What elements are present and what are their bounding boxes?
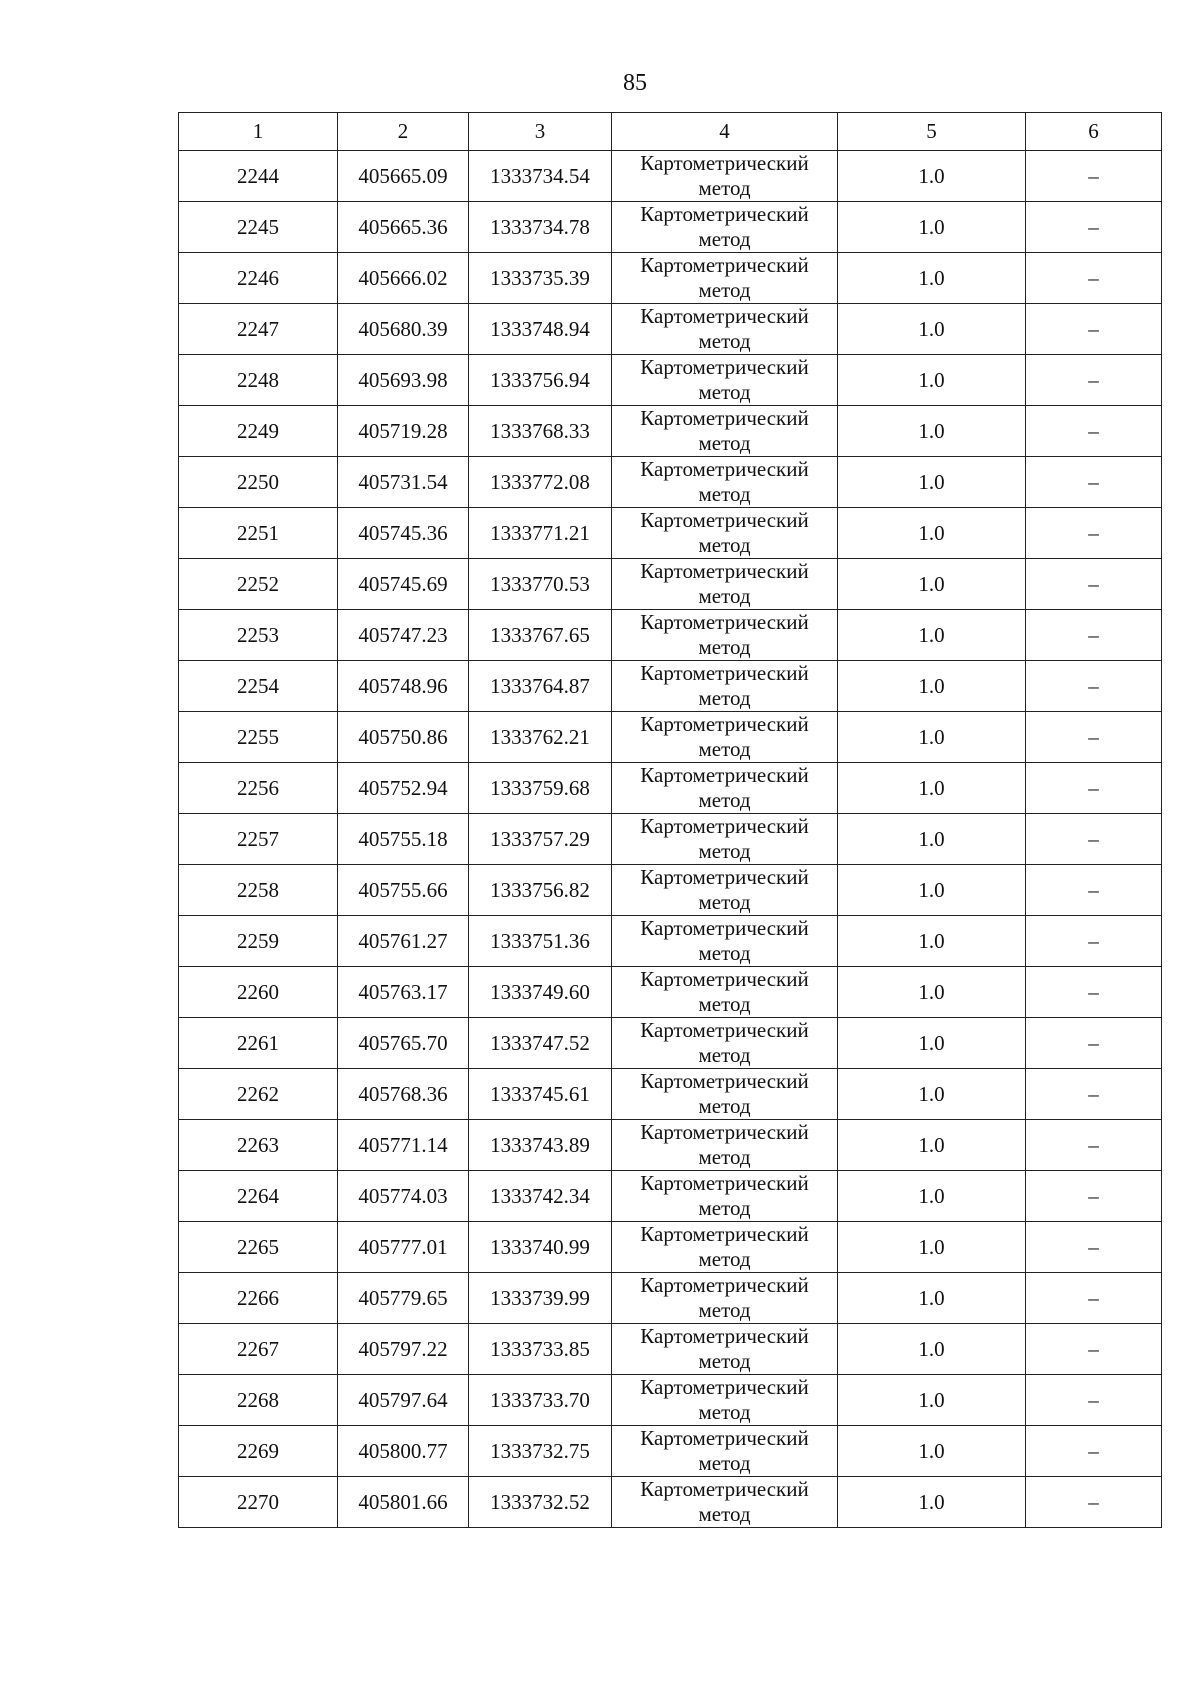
x-coordinate-cell: 405797.64 bbox=[338, 1375, 469, 1426]
method-cell bbox=[612, 1018, 838, 1069]
method-cell bbox=[612, 253, 838, 304]
method-line-2: метод bbox=[698, 737, 751, 761]
method-line-2: метод bbox=[698, 686, 751, 710]
y-coordinate-cell: 1333772.08 bbox=[469, 457, 612, 508]
method-line-2: метод bbox=[698, 1502, 751, 1526]
table-row bbox=[179, 1273, 1162, 1324]
note-cell: – bbox=[1026, 916, 1162, 967]
table-body bbox=[179, 151, 1162, 1528]
note-cell: – bbox=[1026, 304, 1162, 355]
method-cell bbox=[612, 559, 838, 610]
x-coordinate-cell: 405665.09 bbox=[338, 151, 469, 202]
method-cell bbox=[612, 304, 838, 355]
point-number-cell: 2270 bbox=[179, 1477, 338, 1528]
point-number-cell: 2253 bbox=[179, 610, 338, 661]
column-header-1: 1 bbox=[179, 113, 338, 151]
y-coordinate-cell: 1333733.85 bbox=[469, 1324, 612, 1375]
method-line-1: Картометрический bbox=[640, 967, 809, 991]
x-coordinate-cell: 405750.86 bbox=[338, 712, 469, 763]
method-line-2: метод bbox=[698, 176, 751, 200]
table-row bbox=[179, 814, 1162, 865]
method-line-1: Картометрический bbox=[640, 1171, 809, 1195]
accuracy-cell: 1.0 bbox=[838, 1375, 1026, 1426]
table-row bbox=[179, 967, 1162, 1018]
x-coordinate-cell: 405665.36 bbox=[338, 202, 469, 253]
table-row bbox=[179, 610, 1162, 661]
method-cell bbox=[612, 814, 838, 865]
method-line-1: Картометрический bbox=[640, 202, 809, 226]
y-coordinate-cell: 1333751.36 bbox=[469, 916, 612, 967]
y-coordinate-cell: 1333767.65 bbox=[469, 610, 612, 661]
point-number-cell: 2265 bbox=[179, 1222, 338, 1273]
table-row bbox=[179, 712, 1162, 763]
point-number-cell: 2259 bbox=[179, 916, 338, 967]
accuracy-cell: 1.0 bbox=[838, 1324, 1026, 1375]
accuracy-cell: 1.0 bbox=[838, 1477, 1026, 1528]
note-cell: – bbox=[1026, 1477, 1162, 1528]
method-line-2: метод bbox=[698, 1043, 751, 1067]
accuracy-cell: 1.0 bbox=[838, 253, 1026, 304]
point-number-cell: 2262 bbox=[179, 1069, 338, 1120]
x-coordinate-cell: 405774.03 bbox=[338, 1171, 469, 1222]
method-cell bbox=[612, 151, 838, 202]
method-line-2: метод bbox=[698, 1094, 751, 1118]
y-coordinate-cell: 1333770.53 bbox=[469, 559, 612, 610]
point-number-cell: 2263 bbox=[179, 1120, 338, 1171]
method-line-1: Картометрический bbox=[640, 865, 809, 889]
table-row bbox=[179, 151, 1162, 202]
point-number-cell: 2258 bbox=[179, 865, 338, 916]
method-line-1: Картометрический bbox=[640, 1222, 809, 1246]
point-number-cell: 2267 bbox=[179, 1324, 338, 1375]
y-coordinate-cell: 1333734.78 bbox=[469, 202, 612, 253]
note-cell: – bbox=[1026, 1273, 1162, 1324]
method-line-1: Картометрический bbox=[640, 1273, 809, 1297]
table-row bbox=[179, 202, 1162, 253]
method-line-1: Картометрический bbox=[640, 661, 809, 685]
table-row bbox=[179, 1018, 1162, 1069]
accuracy-cell: 1.0 bbox=[838, 1273, 1026, 1324]
x-coordinate-cell: 405763.17 bbox=[338, 967, 469, 1018]
x-coordinate-cell: 405693.98 bbox=[338, 355, 469, 406]
method-cell bbox=[612, 1375, 838, 1426]
x-coordinate-cell: 405800.77 bbox=[338, 1426, 469, 1477]
table-header bbox=[179, 113, 1162, 151]
method-line-1: Картометрический bbox=[640, 355, 809, 379]
method-cell bbox=[612, 355, 838, 406]
table-row bbox=[179, 253, 1162, 304]
note-cell: – bbox=[1026, 712, 1162, 763]
note-cell: – bbox=[1026, 967, 1162, 1018]
table-row bbox=[179, 1477, 1162, 1528]
point-number-cell: 2261 bbox=[179, 1018, 338, 1069]
point-number-cell: 2257 bbox=[179, 814, 338, 865]
note-cell: – bbox=[1026, 763, 1162, 814]
y-coordinate-cell: 1333742.34 bbox=[469, 1171, 612, 1222]
table-row bbox=[179, 559, 1162, 610]
table-row bbox=[179, 1375, 1162, 1426]
column-header-2: 2 bbox=[338, 113, 469, 151]
accuracy-cell: 1.0 bbox=[838, 865, 1026, 916]
method-cell bbox=[612, 1171, 838, 1222]
point-number-cell: 2268 bbox=[179, 1375, 338, 1426]
method-line-2: метод bbox=[698, 584, 751, 608]
table-row bbox=[179, 865, 1162, 916]
point-number-cell: 2250 bbox=[179, 457, 338, 508]
method-line-2: метод bbox=[698, 788, 751, 812]
x-coordinate-cell: 405755.18 bbox=[338, 814, 469, 865]
y-coordinate-cell: 1333734.54 bbox=[469, 151, 612, 202]
method-line-1: Картометрический bbox=[640, 1018, 809, 1042]
y-coordinate-cell: 1333732.75 bbox=[469, 1426, 612, 1477]
method-line-2: метод bbox=[698, 1451, 751, 1475]
method-line-1: Картометрический bbox=[640, 916, 809, 940]
point-number-cell: 2244 bbox=[179, 151, 338, 202]
table-row bbox=[179, 1222, 1162, 1273]
point-number-cell: 2264 bbox=[179, 1171, 338, 1222]
y-coordinate-cell: 1333747.52 bbox=[469, 1018, 612, 1069]
y-coordinate-cell: 1333732.52 bbox=[469, 1477, 612, 1528]
header-row bbox=[179, 113, 1162, 151]
y-coordinate-cell: 1333756.82 bbox=[469, 865, 612, 916]
accuracy-cell: 1.0 bbox=[838, 814, 1026, 865]
point-number-cell: 2248 bbox=[179, 355, 338, 406]
table-row bbox=[179, 1324, 1162, 1375]
note-cell: – bbox=[1026, 508, 1162, 559]
method-line-2: метод bbox=[698, 227, 751, 251]
accuracy-cell: 1.0 bbox=[838, 1426, 1026, 1477]
method-line-2: метод bbox=[698, 839, 751, 863]
table-row bbox=[179, 355, 1162, 406]
x-coordinate-cell: 405745.69 bbox=[338, 559, 469, 610]
column-header-4: 4 bbox=[612, 113, 838, 151]
method-cell bbox=[612, 712, 838, 763]
method-line-1: Картометрический bbox=[640, 610, 809, 634]
table-row bbox=[179, 1069, 1162, 1120]
y-coordinate-cell: 1333740.99 bbox=[469, 1222, 612, 1273]
point-number-cell: 2247 bbox=[179, 304, 338, 355]
note-cell: – bbox=[1026, 253, 1162, 304]
method-cell bbox=[612, 610, 838, 661]
x-coordinate-cell: 405731.54 bbox=[338, 457, 469, 508]
x-coordinate-cell: 405801.66 bbox=[338, 1477, 469, 1528]
column-header-6: 6 bbox=[1026, 113, 1162, 151]
x-coordinate-cell: 405666.02 bbox=[338, 253, 469, 304]
note-cell: – bbox=[1026, 355, 1162, 406]
x-coordinate-cell: 405779.65 bbox=[338, 1273, 469, 1324]
method-cell bbox=[612, 457, 838, 508]
y-coordinate-cell: 1333745.61 bbox=[469, 1069, 612, 1120]
table-row bbox=[179, 1171, 1162, 1222]
method-line-1: Картометрический bbox=[640, 814, 809, 838]
x-coordinate-cell: 405752.94 bbox=[338, 763, 469, 814]
method-line-2: метод bbox=[698, 1400, 751, 1424]
accuracy-cell: 1.0 bbox=[838, 661, 1026, 712]
accuracy-cell: 1.0 bbox=[838, 1222, 1026, 1273]
method-line-1: Картометрический bbox=[640, 508, 809, 532]
accuracy-cell: 1.0 bbox=[838, 304, 1026, 355]
x-coordinate-cell: 405771.14 bbox=[338, 1120, 469, 1171]
method-cell bbox=[612, 865, 838, 916]
note-cell: – bbox=[1026, 865, 1162, 916]
x-coordinate-cell: 405680.39 bbox=[338, 304, 469, 355]
note-cell: – bbox=[1026, 1069, 1162, 1120]
note-cell: – bbox=[1026, 202, 1162, 253]
y-coordinate-cell: 1333756.94 bbox=[469, 355, 612, 406]
x-coordinate-cell: 405761.27 bbox=[338, 916, 469, 967]
table-row bbox=[179, 406, 1162, 457]
note-cell: – bbox=[1026, 1375, 1162, 1426]
accuracy-cell: 1.0 bbox=[838, 151, 1026, 202]
y-coordinate-cell: 1333757.29 bbox=[469, 814, 612, 865]
column-header-5: 5 bbox=[838, 113, 1026, 151]
method-cell bbox=[612, 661, 838, 712]
method-line-1: Картометрический bbox=[640, 253, 809, 277]
method-line-1: Картометрический bbox=[640, 763, 809, 787]
note-cell: – bbox=[1026, 1222, 1162, 1273]
method-cell bbox=[612, 1273, 838, 1324]
point-number-cell: 2249 bbox=[179, 406, 338, 457]
page-number: 85 bbox=[623, 70, 647, 96]
method-line-1: Картометрический bbox=[640, 1324, 809, 1348]
table-row bbox=[179, 1120, 1162, 1171]
point-number-cell: 2251 bbox=[179, 508, 338, 559]
method-line-1: Картометрический bbox=[640, 1477, 809, 1501]
method-line-1: Картометрический bbox=[640, 1426, 809, 1450]
note-cell: – bbox=[1026, 1171, 1162, 1222]
method-cell bbox=[612, 1222, 838, 1273]
point-number-cell: 2245 bbox=[179, 202, 338, 253]
y-coordinate-cell: 1333735.39 bbox=[469, 253, 612, 304]
accuracy-cell: 1.0 bbox=[838, 202, 1026, 253]
y-coordinate-cell: 1333759.68 bbox=[469, 763, 612, 814]
x-coordinate-cell: 405748.96 bbox=[338, 661, 469, 712]
table-row bbox=[179, 916, 1162, 967]
method-line-1: Картометрический bbox=[640, 457, 809, 481]
x-coordinate-cell: 405755.66 bbox=[338, 865, 469, 916]
method-line-1: Картометрический bbox=[640, 1375, 809, 1399]
y-coordinate-cell: 1333768.33 bbox=[469, 406, 612, 457]
method-line-2: метод bbox=[698, 380, 751, 404]
y-coordinate-cell: 1333733.70 bbox=[469, 1375, 612, 1426]
y-coordinate-cell: 1333748.94 bbox=[469, 304, 612, 355]
method-line-2: метод bbox=[698, 1145, 751, 1169]
method-cell bbox=[612, 916, 838, 967]
y-coordinate-cell: 1333749.60 bbox=[469, 967, 612, 1018]
method-line-2: метод bbox=[698, 635, 751, 659]
method-line-2: метод bbox=[698, 329, 751, 353]
accuracy-cell: 1.0 bbox=[838, 1171, 1026, 1222]
accuracy-cell: 1.0 bbox=[838, 610, 1026, 661]
x-coordinate-cell: 405797.22 bbox=[338, 1324, 469, 1375]
note-cell: – bbox=[1026, 406, 1162, 457]
table-row bbox=[179, 1426, 1162, 1477]
method-line-1: Картометрический bbox=[640, 559, 809, 583]
coordinates-table bbox=[178, 112, 1162, 1528]
point-number-cell: 2266 bbox=[179, 1273, 338, 1324]
accuracy-cell: 1.0 bbox=[838, 406, 1026, 457]
x-coordinate-cell: 405745.36 bbox=[338, 508, 469, 559]
accuracy-cell: 1.0 bbox=[838, 916, 1026, 967]
accuracy-cell: 1.0 bbox=[838, 508, 1026, 559]
x-coordinate-cell: 405719.28 bbox=[338, 406, 469, 457]
method-line-2: метод bbox=[698, 431, 751, 455]
accuracy-cell: 1.0 bbox=[838, 559, 1026, 610]
accuracy-cell: 1.0 bbox=[838, 1069, 1026, 1120]
y-coordinate-cell: 1333739.99 bbox=[469, 1273, 612, 1324]
method-line-1: Картометрический bbox=[640, 712, 809, 736]
accuracy-cell: 1.0 bbox=[838, 1018, 1026, 1069]
note-cell: – bbox=[1026, 151, 1162, 202]
method-cell bbox=[612, 1120, 838, 1171]
x-coordinate-cell: 405765.70 bbox=[338, 1018, 469, 1069]
y-coordinate-cell: 1333743.89 bbox=[469, 1120, 612, 1171]
y-coordinate-cell: 1333762.21 bbox=[469, 712, 612, 763]
point-number-cell: 2256 bbox=[179, 763, 338, 814]
method-cell bbox=[612, 763, 838, 814]
x-coordinate-cell: 405747.23 bbox=[338, 610, 469, 661]
note-cell: – bbox=[1026, 1120, 1162, 1171]
note-cell: – bbox=[1026, 814, 1162, 865]
accuracy-cell: 1.0 bbox=[838, 712, 1026, 763]
y-coordinate-cell: 1333764.87 bbox=[469, 661, 612, 712]
note-cell: – bbox=[1026, 610, 1162, 661]
note-cell: – bbox=[1026, 661, 1162, 712]
method-cell bbox=[612, 1069, 838, 1120]
method-cell bbox=[612, 508, 838, 559]
method-line-1: Картометрический bbox=[640, 304, 809, 328]
method-line-2: метод bbox=[698, 941, 751, 965]
method-line-1: Картометрический bbox=[640, 1069, 809, 1093]
note-cell: – bbox=[1026, 1324, 1162, 1375]
note-cell: – bbox=[1026, 559, 1162, 610]
method-cell bbox=[612, 1324, 838, 1375]
point-number-cell: 2246 bbox=[179, 253, 338, 304]
accuracy-cell: 1.0 bbox=[838, 457, 1026, 508]
table-row bbox=[179, 508, 1162, 559]
method-cell bbox=[612, 1426, 838, 1477]
method-line-1: Картометрический bbox=[640, 406, 809, 430]
table-row bbox=[179, 457, 1162, 508]
method-line-1: Картометрический bbox=[640, 151, 809, 175]
table-row bbox=[179, 304, 1162, 355]
note-cell: – bbox=[1026, 1018, 1162, 1069]
method-line-2: метод bbox=[698, 992, 751, 1016]
x-coordinate-cell: 405777.01 bbox=[338, 1222, 469, 1273]
method-cell bbox=[612, 202, 838, 253]
point-number-cell: 2260 bbox=[179, 967, 338, 1018]
method-line-2: метод bbox=[698, 1298, 751, 1322]
method-line-2: метод bbox=[698, 1196, 751, 1220]
table-row bbox=[179, 661, 1162, 712]
method-line-2: метод bbox=[698, 533, 751, 557]
method-line-2: метод bbox=[698, 482, 751, 506]
method-line-2: метод bbox=[698, 1247, 751, 1271]
method-line-2: метод bbox=[698, 1349, 751, 1373]
point-number-cell: 2252 bbox=[179, 559, 338, 610]
accuracy-cell: 1.0 bbox=[838, 355, 1026, 406]
method-line-2: метод bbox=[698, 890, 751, 914]
accuracy-cell: 1.0 bbox=[838, 967, 1026, 1018]
method-line-1: Картометрический bbox=[640, 1120, 809, 1144]
table-row bbox=[179, 763, 1162, 814]
column-header-3: 3 bbox=[469, 113, 612, 151]
note-cell: – bbox=[1026, 457, 1162, 508]
point-number-cell: 2269 bbox=[179, 1426, 338, 1477]
method-cell bbox=[612, 1477, 838, 1528]
accuracy-cell: 1.0 bbox=[838, 763, 1026, 814]
method-cell bbox=[612, 406, 838, 457]
y-coordinate-cell: 1333771.21 bbox=[469, 508, 612, 559]
point-number-cell: 2254 bbox=[179, 661, 338, 712]
accuracy-cell: 1.0 bbox=[838, 1120, 1026, 1171]
note-cell: – bbox=[1026, 1426, 1162, 1477]
method-line-2: метод bbox=[698, 278, 751, 302]
method-cell bbox=[612, 967, 838, 1018]
point-number-cell: 2255 bbox=[179, 712, 338, 763]
x-coordinate-cell: 405768.36 bbox=[338, 1069, 469, 1120]
